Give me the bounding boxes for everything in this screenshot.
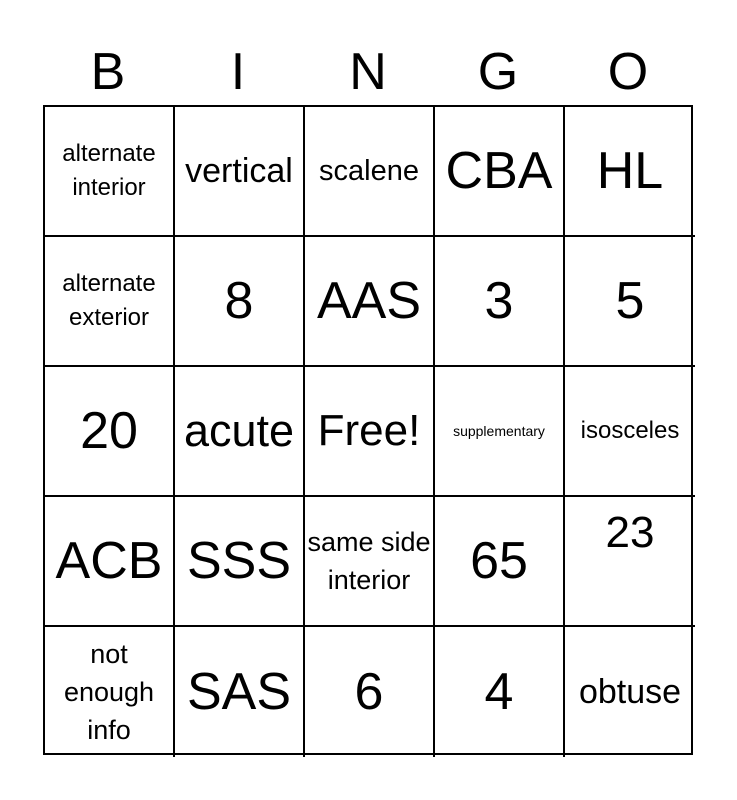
bingo-cell[interactable] xyxy=(435,107,565,237)
bingo-cell[interactable] xyxy=(435,497,565,627)
bingo-cell-label: SSS xyxy=(186,532,292,590)
bingo-cell[interactable] xyxy=(175,107,305,237)
bingo-cell[interactable] xyxy=(175,367,305,497)
bingo-cell-label: ACB xyxy=(55,532,163,590)
bingo-cell[interactable] xyxy=(45,107,175,237)
bingo-cell-label: isosceles xyxy=(580,417,680,444)
bingo-cell[interactable] xyxy=(45,497,175,627)
bingo-cell-label: AAS xyxy=(316,272,422,330)
header-letter-n: N xyxy=(349,43,387,101)
bingo-cell-label: scalene xyxy=(319,155,419,187)
bingo-cell[interactable] xyxy=(305,367,435,497)
bingo-cell[interactable] xyxy=(565,367,695,497)
bingo-cell-label: SAS xyxy=(186,663,292,721)
bingo-cell[interactable] xyxy=(435,627,565,757)
bingo-cell-label: HL xyxy=(596,142,664,200)
bingo-cell-label: Free! xyxy=(317,406,421,455)
bingo-cell-label: 8 xyxy=(224,272,254,330)
bingo-cell[interactable] xyxy=(565,627,695,757)
bingo-cell[interactable] xyxy=(305,237,435,367)
bingo-cell[interactable] xyxy=(435,367,565,497)
bingo-cell[interactable] xyxy=(175,627,305,757)
bingo-cell-label: 65 xyxy=(470,532,528,590)
bingo-cell[interactable] xyxy=(45,367,175,497)
bingo-board xyxy=(43,105,693,755)
bingo-cell-label: 4 xyxy=(484,663,514,721)
bingo-cell[interactable] xyxy=(305,497,435,627)
bingo-cell[interactable] xyxy=(565,497,695,627)
bingo-cell[interactable] xyxy=(45,627,175,757)
bingo-header xyxy=(43,40,693,104)
bingo-cell-label: 5 xyxy=(615,272,645,330)
bingo-cell[interactable] xyxy=(175,497,305,627)
bingo-cell-label: 20 xyxy=(80,402,138,460)
bingo-cell[interactable] xyxy=(175,237,305,367)
bingo-cell[interactable] xyxy=(305,627,435,757)
bingo-cell-label: obtuse xyxy=(578,673,682,711)
header-letter-o: O xyxy=(607,43,649,101)
bingo-cell[interactable] xyxy=(45,237,175,367)
header-letter-b: B xyxy=(90,43,126,101)
bingo-cell-label: 23 xyxy=(605,508,655,557)
header-letter-i: I xyxy=(230,43,246,101)
bingo-cell-label: CBA xyxy=(445,142,553,200)
header-letter-g: G xyxy=(477,43,519,101)
bingo-cell[interactable] xyxy=(305,107,435,237)
bingo-cell[interactable] xyxy=(565,237,695,367)
bingo-cell-label: 3 xyxy=(484,272,514,330)
bingo-cell-label: supplementary xyxy=(453,423,545,439)
bingo-cell-label: vertical xyxy=(185,152,293,190)
bingo-cell-label: not enough info xyxy=(63,639,155,745)
bingo-cell-label: acute xyxy=(183,405,295,456)
bingo-cell-label: alternate interior xyxy=(62,140,156,201)
bingo-cell[interactable] xyxy=(435,237,565,367)
bingo-cell-label: 6 xyxy=(354,663,384,721)
bingo-cell-label: same side interior xyxy=(307,527,431,595)
bingo-cell-label: alternate exterior xyxy=(62,270,156,331)
bingo-cell[interactable] xyxy=(565,107,695,237)
